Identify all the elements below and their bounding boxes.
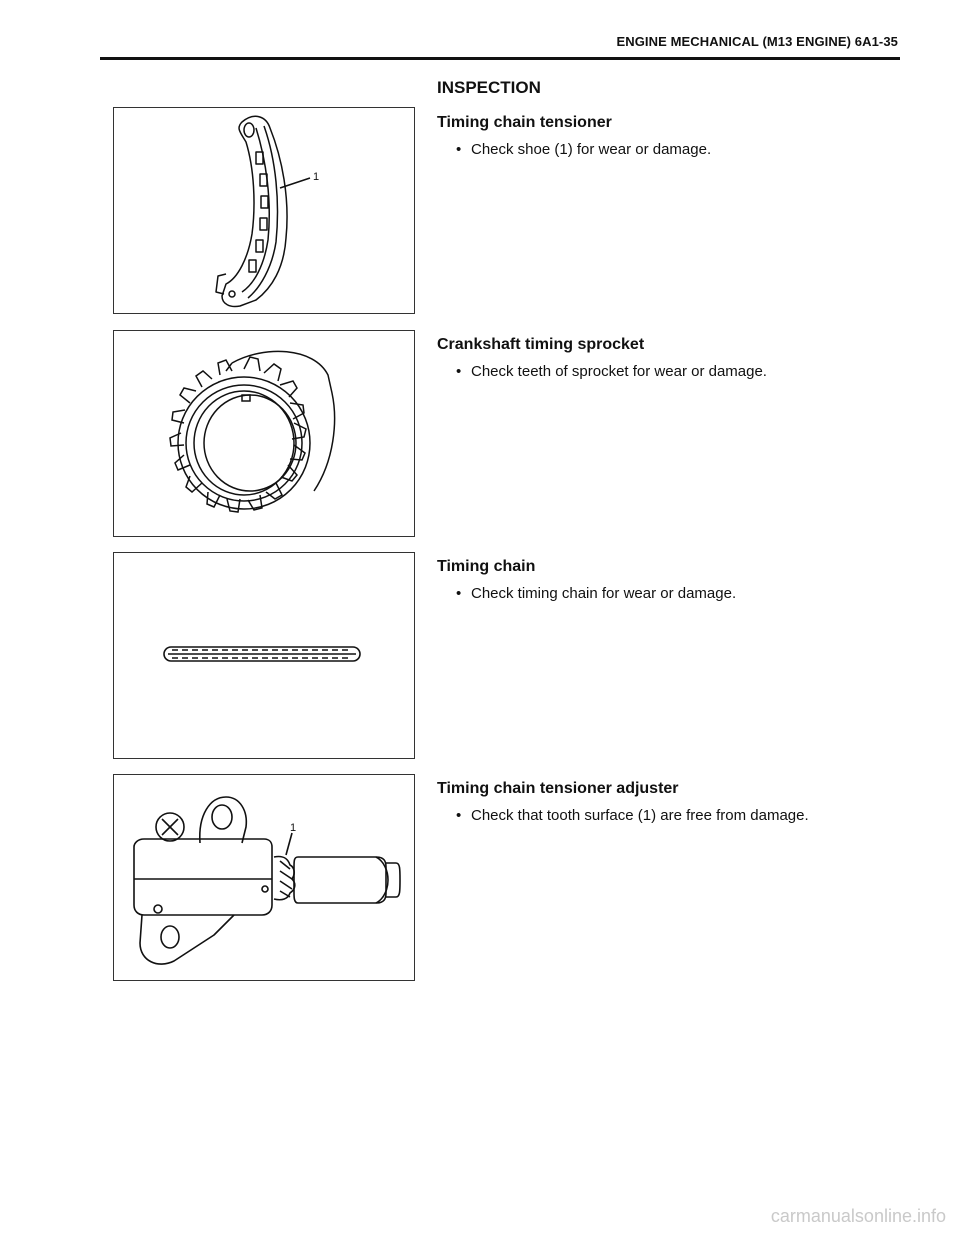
crankshaft-sprocket-drawing [114, 331, 414, 536]
tensioner-adjuster-drawing [114, 775, 414, 980]
tensioner-shoe-drawing [114, 108, 414, 313]
bullet-dot: • [456, 807, 462, 824]
bullet-text: Check that tooth surface (1) are free from damage. [471, 807, 809, 824]
bullet-text: Check timing chain for wear or damage. [471, 585, 737, 602]
header-rule [100, 57, 900, 60]
bullet-dot: • [456, 141, 462, 158]
watermark-text: carmanualsonline.info [770, 1206, 946, 1226]
callout-number: 1 [290, 822, 297, 834]
figure-timing-chain-tensioner [113, 107, 415, 314]
callout-number: 1 [313, 171, 320, 183]
timing-chain-drawing [114, 553, 414, 758]
item-title-timing-chain-tensioner-adjuster: Timing chain tensioner adjuster [437, 780, 679, 797]
item-title-timing-chain-tensioner: Timing chain tensioner [437, 114, 612, 131]
figure-crankshaft-timing-sprocket [113, 330, 415, 537]
item-title-crankshaft-timing-sprocket: Crankshaft timing sprocket [437, 336, 645, 353]
page-header-title: ENGINE MECHANICAL (M13 ENGINE) 6A1-35 [616, 34, 898, 49]
bullet-text: Check teeth of sprocket for wear or damage. [471, 363, 767, 380]
bullet-dot: • [456, 585, 462, 602]
item-title-timing-chain: Timing chain [437, 558, 536, 575]
figure-timing-chain-tensioner-adjuster [113, 774, 415, 981]
bullet-text: Check shoe (1) for wear or damage. [471, 141, 712, 158]
section-heading: INSPECTION [437, 78, 541, 97]
figure-timing-chain [113, 552, 415, 759]
bullet-dot: • [456, 363, 462, 380]
